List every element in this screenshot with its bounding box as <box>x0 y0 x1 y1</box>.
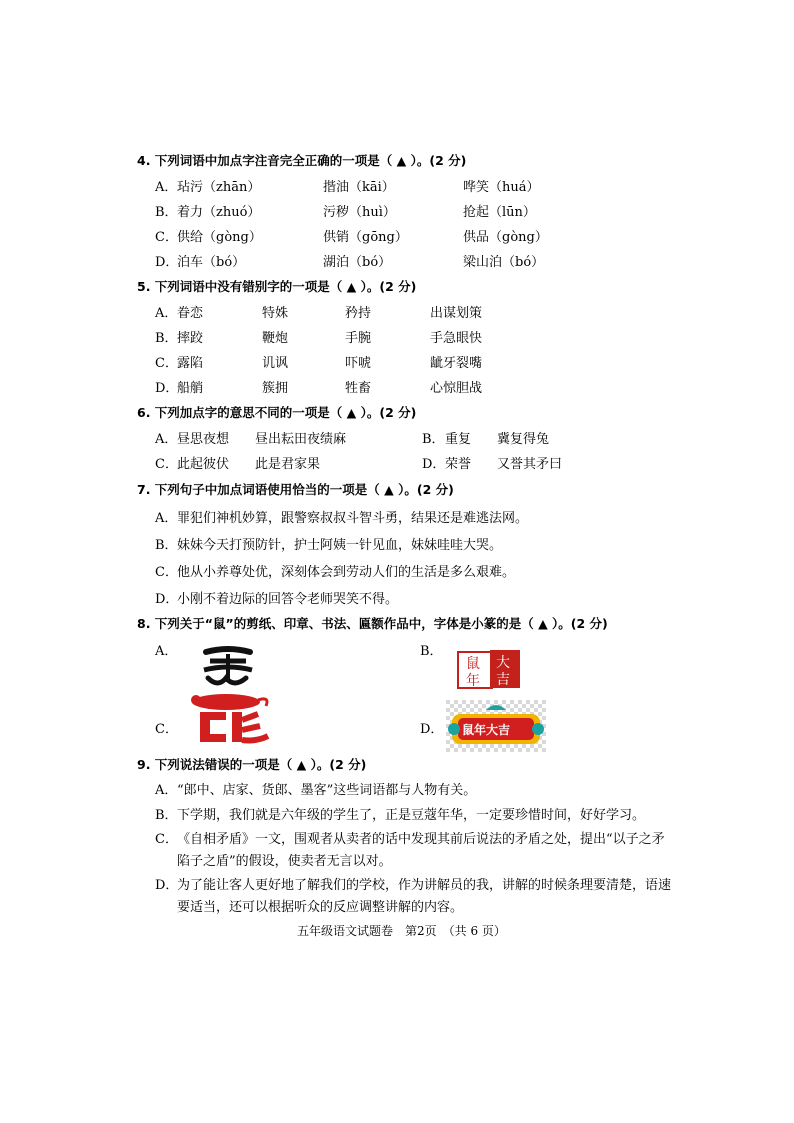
q6-option-a-label: A． <box>155 432 178 447</box>
q4-option-d-label: D． <box>155 255 179 270</box>
q4-option-c-label: C． <box>155 230 178 245</box>
q4-option-c-item-2: 供销（gōng） <box>323 230 408 245</box>
q7-option-d-label: D． <box>155 592 179 607</box>
q4-option-c-item-1: 供给（gòng） <box>177 230 262 245</box>
red-papercut-rat <box>186 692 272 744</box>
q9-option-c-text-line-1: 《自相矛盾》一文，围观者从卖者的话中发现其前后说法的矛盾之处，提出“以子之矛 <box>177 832 665 847</box>
q6-option-d-item-2: 又誉其矛曰 <box>497 457 563 472</box>
q7-option-c-text: 他从小养尊处优，深刻体会到劳动人们的生活是多么艰难。 <box>177 565 516 580</box>
q5-option-a-item-1: 眷恋 <box>177 306 204 321</box>
q6-option-c-item-1: 此起彼伏 <box>177 457 230 472</box>
q8-option-c-label: C． <box>155 722 178 737</box>
question-5-title: 5. 下列词语中没有错别字的一项是（ ▲ ）。(2 分) <box>137 279 417 294</box>
q8-option-b-seal-image <box>456 648 522 692</box>
q5-option-a-item-4: 出谋划策 <box>430 306 483 321</box>
question-4-title: 4. 下列词语中加点字注音完全正确的一项是（ ▲ ）。(2 分) <box>137 153 467 168</box>
seal-char-4: 吉 <box>496 672 510 688</box>
q5-option-b-item-2: 鞭炮 <box>262 331 289 346</box>
q6-option-d-label: D． <box>422 457 446 472</box>
q6-option-a-item-1: 昼思夜想 <box>177 432 230 447</box>
seal-char-3: 大 <box>496 655 510 671</box>
q7-option-b-label: B． <box>155 538 178 553</box>
q5-option-a-item-2: 特姝 <box>262 306 289 321</box>
q4-option-b-item-1: 着力（zhuó） <box>177 205 261 220</box>
red-seal-stamp <box>456 648 522 692</box>
q8-option-b-label: B． <box>420 644 443 659</box>
q4-option-c-item-3: 供品（gòng） <box>463 230 548 245</box>
q5-option-c-item-3: 吓唬 <box>345 356 372 371</box>
q5-option-b-item-3: 手腕 <box>345 331 372 346</box>
q9-option-b-label: B． <box>155 808 178 823</box>
q9-option-d-text-line-2: 要适当，还可以根据听众的反应调整讲解的内容。 <box>177 900 464 915</box>
question-7-title: 7. 下列句子中加点词语使用恰当的一项是（ ▲ ）。(2 分) <box>137 482 454 497</box>
q9-option-a-label: A． <box>155 783 178 798</box>
q6-option-b-item-2: 冀复得兔 <box>497 432 550 447</box>
q9-option-d-label: D． <box>155 878 179 893</box>
q7-option-a-text: 罪犯们神机妙算，跟警察叔叔斗智斗勇，结果还是难逃法网。 <box>177 511 529 526</box>
q7-option-a-label: A． <box>155 511 178 526</box>
plaque-text: 鼠年大吉 <box>462 723 511 737</box>
q8-option-d-label: D． <box>420 722 444 737</box>
q6-option-c-item-2: 此是君家果 <box>255 457 321 472</box>
q6-option-c-label: C． <box>155 457 178 472</box>
q7-option-b-text: 妹妹今天打预防针，护士阿姨一针见血，妹妹哇哇大哭。 <box>177 538 503 553</box>
q4-option-d-item-2: 湖泊（bó） <box>323 255 392 270</box>
q8-option-c-papercut-image <box>186 692 272 744</box>
q9-option-a-text: “郎中、店家、货郎、墨客”这些词语都与人物有关。 <box>177 783 477 798</box>
q5-option-d-item-1: 船艄 <box>177 381 204 396</box>
q8-option-a-label: A． <box>155 644 178 659</box>
q5-option-c-item-2: 讥讽 <box>262 356 289 371</box>
q9-option-b-text: 下学期，我们就是六年级的学生了，正是豆蔻年华，一定要珍惜时间，好好学习。 <box>177 808 646 823</box>
q4-option-b-item-2: 污秽（huì） <box>323 205 396 220</box>
q5-option-d-item-3: 牲畜 <box>345 381 372 396</box>
seal-char-2: 年 <box>466 673 480 689</box>
q6-option-d-item-1: 荣誉 <box>445 457 472 472</box>
q5-option-a-item-3: 矜持 <box>345 306 372 321</box>
page-footer: 五年级语文试题卷 第2页 （共 6 页） <box>297 924 506 938</box>
q4-option-a-label: A． <box>155 180 178 195</box>
q5-option-a-label: A． <box>155 306 178 321</box>
q6-option-b-label: B． <box>422 432 445 447</box>
q4-option-b-label: B． <box>155 205 178 220</box>
q5-option-d-item-2: 簇拥 <box>262 381 289 396</box>
q8-option-d-plaque-image <box>446 700 546 752</box>
question-8-title: 8. 下列关于“鼠”的剪纸、印章、书法、匾额作品中，字体是小篆的是（ ▲ ）。(2 分) <box>137 616 608 631</box>
festive-plaque <box>446 700 546 752</box>
q9-option-c-label: C． <box>155 832 178 847</box>
q9-option-d-text-line-1: 为了能让客人更好地了解我们的学校，作为讲解员的我，讲解的时候条理要清楚，语速 <box>177 878 672 893</box>
calligraphy-rat-glyph <box>198 646 258 688</box>
q4-option-a-item-3: 哗笑（huá） <box>463 180 540 195</box>
question-6-title: 6. 下列加点字的意思不同的一项是（ ▲ ）。(2 分) <box>137 405 417 420</box>
q5-option-d-item-4: 心惊胆战 <box>430 381 483 396</box>
q5-option-b-item-1: 摔跤 <box>177 331 204 346</box>
q4-option-a-item-2: 揩油（kāi） <box>323 180 395 195</box>
q7-option-c-label: C． <box>155 565 178 580</box>
q6-option-a-item-2: 昼出耘田夜绩麻 <box>255 432 347 447</box>
q7-option-d-text: 小刚不着边际的回答令老师哭笑不得。 <box>177 592 399 607</box>
q9-option-c-text-line-2: 陷子之盾”的假设，使卖者无言以对。 <box>177 854 392 869</box>
q4-option-a-item-1: 玷污（zhān） <box>177 180 261 195</box>
q4-option-b-item-3: 抢起（lūn） <box>463 205 536 220</box>
q5-option-b-label: B． <box>155 331 178 346</box>
seal-char-1: 鼠 <box>466 656 480 672</box>
q4-option-d-item-3: 梁山泊（bó） <box>463 255 545 270</box>
q5-option-c-item-1: 露陷 <box>177 356 204 371</box>
q5-option-d-label: D． <box>155 381 179 396</box>
q5-option-b-item-4: 手急眼快 <box>430 331 483 346</box>
q4-option-d-item-1: 泊车（bó） <box>177 255 246 270</box>
q8-option-a-calligraphy-image <box>198 646 258 688</box>
q5-option-c-label: C． <box>155 356 178 371</box>
q6-option-b-item-1: 重复 <box>445 432 472 447</box>
q5-option-c-item-4: 龇牙裂嘴 <box>430 356 483 371</box>
question-9-title: 9. 下列说法错误的一项是（ ▲ ）。(2 分) <box>137 757 367 772</box>
